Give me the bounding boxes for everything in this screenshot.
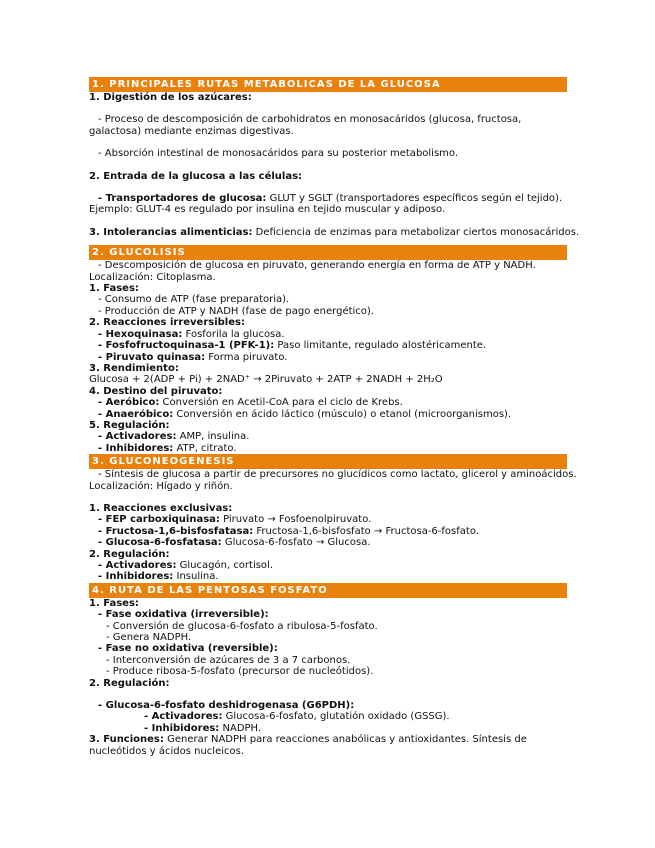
pfk-item (89, 340, 567, 351)
fep-label: - FEP carboxiquinasa: (98, 514, 220, 526)
section-header-glycolysis: 2. GLUCOLISIS (89, 245, 567, 260)
fbpase-item (89, 526, 567, 537)
glycolysis-inhibitors-text: ATP, citrato. (173, 442, 237, 454)
hexokinase-label: - Hexoquinasa: (98, 328, 183, 340)
pfk-text: Paso limitante, regulado alostéricamente. (274, 340, 487, 352)
gluconeogenesis-description: - Síntesis de glucosa a partir de precursores no glucídicos como lactato, glicerol y aminoácidos. (98, 469, 577, 481)
glycolysis-activators-item (89, 431, 567, 442)
gng-inhibitors-item (89, 571, 567, 582)
ppp-inhibitors-label: - Inhibidores: (144, 722, 220, 734)
ppp-phases-heading: 1. Fases: (89, 597, 139, 609)
absorption-paragraph: - Absorción intestinal de monosacáridos para su posterior metabolismo. (98, 148, 459, 160)
glycolysis-activators-text: AMP, insulina. (176, 431, 250, 443)
glycolysis-activators-label: - Activadores: (98, 431, 177, 443)
glycolysis-location: Localización: Citoplasma. (89, 271, 216, 283)
aerobic-label: - Aeróbico: (98, 397, 160, 409)
gluconeogenesis-location: Localización: Hígado y riñón. (89, 480, 233, 492)
document-page (89, 77, 580, 757)
ppp-activators-item (89, 711, 567, 722)
oxidative-phase-item-1: - Conversión de glucosa-6-fosfato a ribulosa-5-fosfato. (106, 620, 378, 632)
nonoxidative-phase-item-2: - Produce ribosa-5-fosfato (precursor de nucleótidos). (106, 666, 374, 678)
transporters-label: - Transportadores de glucosa: (98, 193, 267, 205)
glycolysis-phase-2: - Producción de ATP y NADH (fase de pago energético). (98, 305, 374, 317)
ppp-inhibitors-item (89, 723, 567, 734)
gng-inhibitors-text: Insulina. (173, 571, 219, 583)
yield-heading: 3. Rendimiento: (89, 362, 179, 374)
yield-equation: Glucosa + 2(ADP + Pi) + 2NAD⁺ → 2Piruvato + 2ATP + 2NADH + 2H₂O (89, 374, 443, 386)
digestion-heading: 1. Digestión de los azúcares: (89, 92, 252, 103)
irreversible-heading: 2. Reacciones irreversibles: (89, 317, 245, 329)
gng-activators-label: - Activadores: (98, 560, 177, 571)
transporters-paragraph (89, 193, 567, 216)
glycolysis-regulation-heading: 5. Regulación: (89, 419, 170, 431)
anaerobic-text: Conversión en ácido láctico (músculo) o etanol (microorganismos). (173, 408, 512, 420)
aerobic-item (89, 397, 567, 408)
nonoxidative-phase-item-1: - Interconversión de azúcares de 3 a 7 carbonos. (106, 654, 351, 666)
transporters-text: GLUT y SGLT (transportadores específicos según el tejido). Ejemplo: GLUT-4 es regulado por insulina en tejido muscular y adiposo. (89, 193, 563, 216)
intolerance-label: 3. Intolerancias alimenticias: (89, 226, 253, 238)
ppp-functions-text: Generar NADPH para reacciones anabólicas y antioxidantes. Síntesis de nucleótidos y ácidos nucleicos. (89, 734, 527, 757)
ppp-regulation-heading: 2. Regulación: (89, 677, 170, 689)
g6pdh-heading: - Glucosa-6-fosfato deshidrogenasa (G6PDH): (98, 700, 355, 712)
anaerobic-label: - Anaeróbico: (98, 408, 174, 420)
nonoxidative-phase-heading: - Fase no oxidativa (reversible): (98, 643, 278, 655)
section-header-gluconeogenesis: 3. GLUCONEOGENESIS (89, 454, 567, 469)
hexokinase-item (89, 329, 567, 340)
ppp-functions-label: 3. Funciones: (89, 734, 164, 746)
exclusive-reactions-heading: 1. Reacciones exclusivas: (89, 502, 233, 514)
intolerance-paragraph (89, 226, 580, 238)
ppp-activators-label: - Activadores: (144, 711, 223, 723)
glycolysis-inhibitors-item (89, 443, 567, 454)
section-header-pentose-phosphate: 4. RUTA DE LAS PENTOSAS FOSFATO (89, 583, 567, 598)
section-header-glucose-pathways: 1. PRINCIPALES RUTAS METABOLICAS DE LA GLUCOSA (89, 77, 567, 92)
pyruvate-kinase-item (89, 352, 567, 363)
hexokinase-text: Fosforila la glucosa. (182, 328, 285, 340)
gng-activators-item (89, 560, 567, 571)
pfk-label: - Fosfofructoquinasa-1 (PFK-1): (98, 340, 275, 352)
oxidative-phase-item-2: - Genera NADPH. (106, 632, 192, 644)
ppp-functions-paragraph (89, 734, 567, 757)
glycolysis-phases-heading: 1. Fases: (89, 283, 139, 295)
fep-text: Piruvato → Fosfoenolpiruvato. (219, 514, 372, 526)
glycolysis-description: - Descomposición de glucosa en piruvato, generando energía en forma de ATP y NADH. (98, 260, 536, 272)
intolerance-text: Deficiencia de enzimas para metabolizar ciertos monosacáridos. (252, 226, 580, 238)
ppp-inhibitors-text: NADPH. (219, 722, 262, 734)
gluconeogenesis-regulation-heading: 2. Regulación: (89, 548, 170, 560)
anaerobic-item (89, 409, 567, 420)
gng-inhibitors-label: - Inhibidores: (98, 571, 174, 583)
oxidative-phase-heading: - Fase oxidativa (irreversible): (98, 609, 269, 621)
g6pase-text: Glucosa-6-fosfato → Glucosa. (221, 537, 371, 549)
glycolysis-inhibitors-label: - Inhibidores: (98, 442, 174, 454)
fbpase-label: - Fructosa-1,6-bisfosfatasa: (98, 525, 254, 537)
fbpase-text: Fructosa-1,6-bisfosfato → Fructosa-6-fosfato. (253, 525, 479, 537)
ppp-activators-text: Glucosa-6-fosfato, glutatión oxidado (GSSG). (222, 711, 450, 723)
glycolysis-phase-1: - Consumo de ATP (fase preparatoria). (98, 294, 290, 306)
pyruvate-kinase-label: - Piruvato quinasa: (98, 351, 206, 363)
gng-activators-text: Glucagón, cortisol. (176, 560, 274, 571)
g6pase-label: - Glucosa-6-fosfatasa: (98, 537, 222, 549)
pyruvate-kinase-text: Forma piruvato. (205, 351, 288, 363)
digestion-paragraph: - Proceso de descomposición de carbohidratos en monosacáridos (glucosa, fructosa, galactosa) mediante enzimas digestivas. (89, 114, 522, 137)
cell-entry-heading: 2. Entrada de la glucosa a las células: (89, 170, 303, 182)
g6pase-item (89, 537, 567, 548)
fep-item (89, 514, 567, 525)
pyruvate-fate-heading: 4. Destino del piruvato: (89, 385, 223, 397)
aerobic-text: Conversión en Acetil-CoA para el ciclo de Krebs. (159, 397, 403, 409)
